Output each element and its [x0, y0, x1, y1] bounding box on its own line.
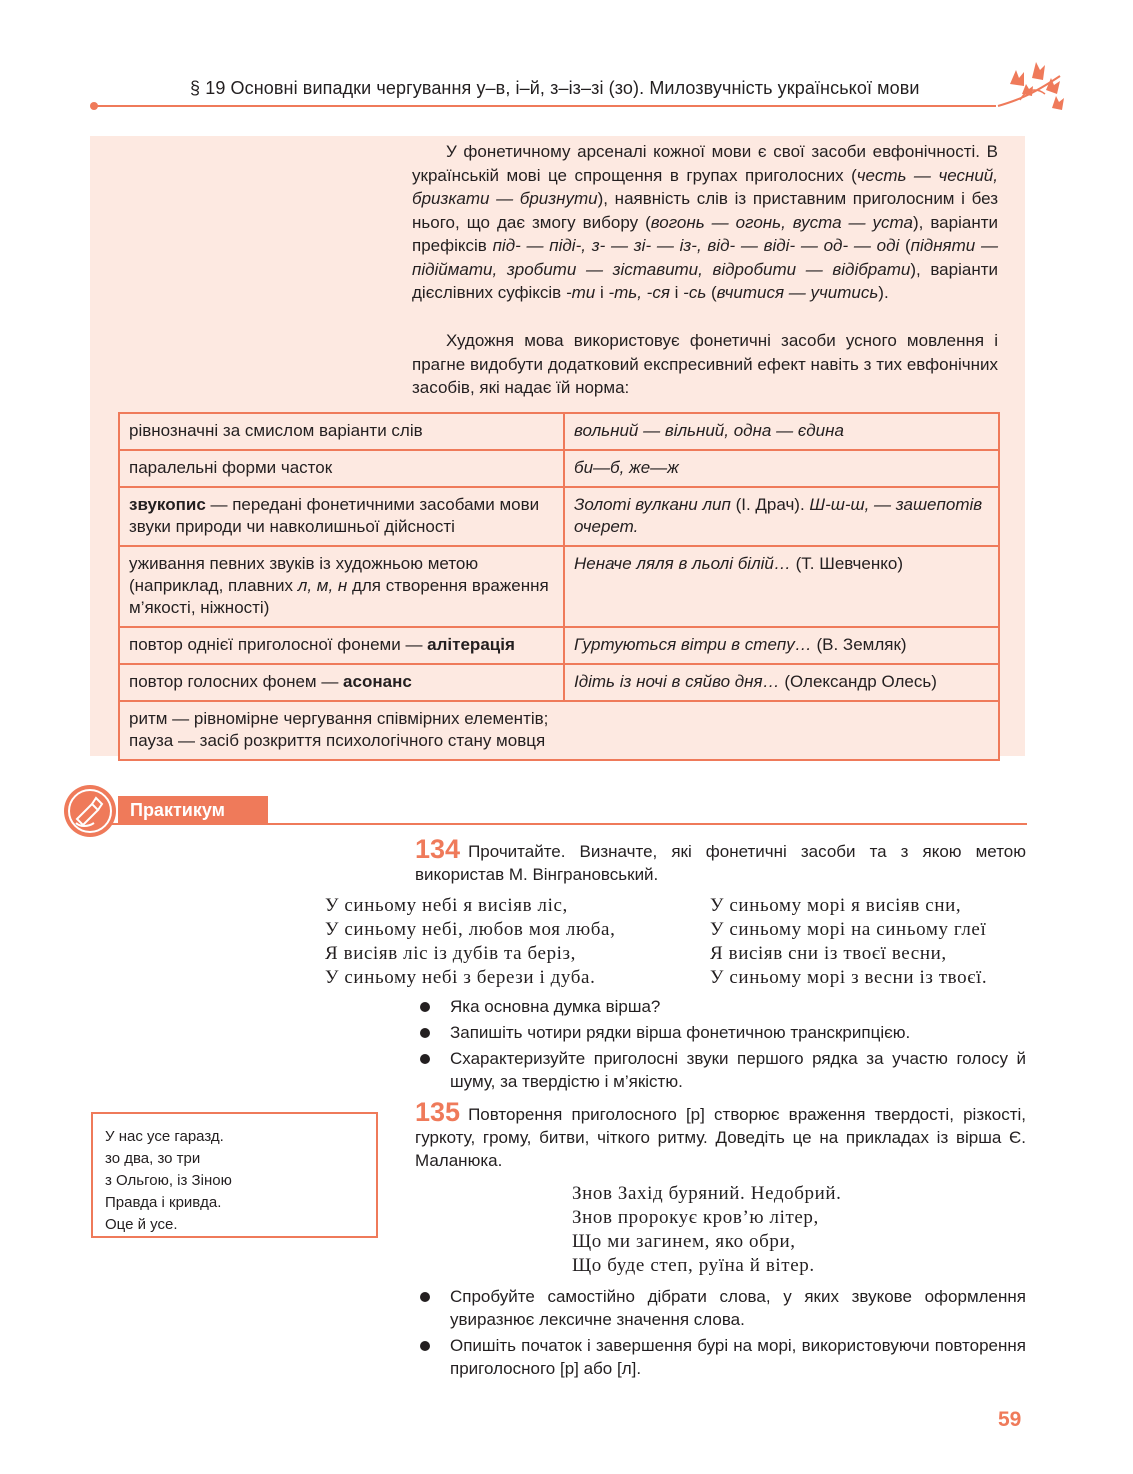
- intro-text-run: -ти: [565, 283, 596, 302]
- side-note-line: з Ольгою, із Зіною: [105, 1172, 232, 1189]
- cell-text: Неначе ляля в льолі білій…: [574, 554, 791, 573]
- cell-text: Золоті вулкани лип: [574, 495, 731, 514]
- running-header: § 19 Основні випадки чергування у–в, і–й, з–із–зі (зо). Милозвучність української мови: [190, 78, 920, 98]
- intro-text-run: (: [899, 236, 911, 255]
- intro-text-run: -ть, -ся: [608, 283, 670, 302]
- flowers-icon: [990, 56, 1070, 116]
- table-cell-example: [564, 664, 999, 701]
- intro-text-run: підняти — підіймати, зробити — зіставити, відробити — відібрати: [412, 236, 999, 279]
- poem-line: У синьому морі на синьому глеї: [710, 919, 987, 940]
- cell-text: повтор голосних фонем —: [129, 672, 344, 691]
- cell-text: асонанс: [343, 672, 412, 691]
- exercise-135: [415, 1097, 1026, 1172]
- poem-line: Що ми загинем, яко обри,: [572, 1231, 796, 1252]
- side-note-line: Оце й усе.: [105, 1216, 178, 1233]
- cell-text: Гуртуються вітри в степу…: [574, 635, 812, 654]
- cell-text: алітерація: [427, 635, 515, 654]
- poem-stanza-right: [710, 894, 987, 990]
- euphony-table: [118, 412, 1000, 761]
- cell-text: повтор однієї приголосної фонеми —: [129, 635, 428, 654]
- cell-text: (В. Земляк): [811, 635, 907, 654]
- poem-line: У синьому небі я висіяв ліс,: [325, 895, 568, 916]
- bullet-icon: [420, 1341, 430, 1351]
- intro-text-run: вогонь — огонь, вуста — уста: [650, 212, 913, 232]
- cell-text: паралельні форми часток: [129, 458, 333, 477]
- exercise-134: [415, 834, 1026, 886]
- poem-line: Що буде степ, руїна й вітер.: [572, 1255, 815, 1276]
- poem-line: Я висіяв сни із твоєї весни,: [710, 943, 947, 964]
- table-cell-feature: [119, 664, 564, 701]
- side-note-line: У нас усе гаразд.: [105, 1128, 224, 1145]
- exercise-134-questions: [415, 995, 1026, 1096]
- cell-text: л, м, н: [297, 576, 348, 595]
- intro-text-run: (: [706, 283, 717, 302]
- cell-text: би—б, же—ж: [574, 458, 679, 477]
- exercise-task: Прочитайте. Визначте, які фонетичні засоби та з якою метою використав М. Вінграновський.: [415, 842, 1026, 884]
- cell-text: (Олександр Олесь): [779, 672, 937, 691]
- side-note-line: зо два, зо три: [105, 1150, 201, 1167]
- cell-text: для створення враження м’якості, ніжності): [129, 576, 549, 617]
- poem-line: У синьому морі з весни із твоєї.: [710, 967, 988, 988]
- cell-text: (І. Драч).: [730, 495, 810, 514]
- cell-text: — передані фонетичними засобами мови звуки природи чи навколишньої дійсності: [129, 495, 540, 536]
- table-cell-example: [564, 627, 999, 664]
- table-cell-feature: [119, 413, 564, 450]
- table-cell-rhythm-pause: [119, 701, 999, 760]
- table-cell-example: [564, 413, 999, 450]
- cell-text: рівнозначні за смислом варіанти слів: [129, 421, 423, 440]
- table-row: [119, 487, 999, 546]
- list-item: Опишіть початок і завершення бурі на морі, використовуючи повторення приголосного [р] або [л].: [415, 1334, 1026, 1380]
- bullet-icon: [420, 1054, 430, 1064]
- list-item: Яка основна думка вірша?: [415, 995, 1026, 1018]
- hand-writing-icon: [62, 783, 118, 839]
- table-row: [119, 413, 999, 450]
- page-number: 59: [998, 1408, 1022, 1431]
- poem-line: У синьому небі з берези і дуба.: [325, 967, 596, 988]
- intro-text-run: і: [595, 283, 609, 302]
- intro-paragraph-2: Художня мова використовує фонетичні засоби усного мовлення і прагне видобути додатковий експресивний ефект навіть з тих евфонічних засобів, які надає їй норма:: [412, 331, 998, 397]
- exercise-number: 134: [415, 834, 461, 864]
- cell-text: пауза — засіб розкриття психологічного стану мовця: [129, 731, 546, 750]
- intro-text-run: ), варіанти префіксів: [412, 212, 998, 255]
- poem-line: У синьому морі я висіяв сни,: [710, 895, 962, 916]
- intro-text-run: У фонетичному арсеналі кожної мови є свої засоби евфонічності. В українській мові це спрощення в групах приголосних (: [412, 142, 998, 185]
- poem-stanza: [572, 1182, 841, 1278]
- practicum-label: Практикум: [118, 796, 268, 824]
- table-cell-feature: [119, 546, 564, 627]
- cell-text: уживання певних звуків із художньою метою (наприклад, плавних: [129, 554, 479, 595]
- cell-text: звукопис: [129, 495, 206, 514]
- intro-text-run: і: [669, 283, 684, 302]
- intro-text-run: ), варіанти дієслівних суфіксів: [412, 259, 998, 302]
- intro-text-run: ).: [878, 283, 889, 302]
- table-cell-feature: [119, 627, 564, 664]
- intro-text-run: вчитися — учитись: [716, 283, 879, 302]
- table-row: [119, 627, 999, 664]
- bullet-icon: [420, 1028, 430, 1038]
- bullet-icon: [420, 1002, 430, 1012]
- cell-text: Ідіть із ночі в сяйво дня…: [574, 672, 780, 691]
- poem-stanza-left: [325, 894, 615, 990]
- intro-text-run: честь — чесний, бризкати — бризнути: [412, 165, 998, 208]
- table-row: [119, 701, 999, 760]
- table-cell-example: [564, 546, 999, 627]
- table-cell-example: [564, 450, 999, 487]
- table-cell-feature: [119, 450, 564, 487]
- list-item: Схарактеризуйте приголосні звуки першого рядка за участю голосу й шуму, за твердістю і м’якістю.: [415, 1047, 1026, 1093]
- table-row: [119, 546, 999, 627]
- list-item: Спробуйте самостійно дібрати слова, у яких звукове оформлення увиразнює лексичне значення слова.: [415, 1285, 1026, 1331]
- intro-text-run: ), наявність слів із приставним приголосним і без нього, що дає змогу вибору (: [412, 189, 999, 232]
- list-item: Запишіть чотири рядки вірша фонетичною транскрипцією.: [415, 1021, 1026, 1044]
- exercise-number: 135: [415, 1097, 461, 1127]
- poem-line: Знов Захід буряний. Недобрий.: [572, 1183, 842, 1204]
- table-row: [119, 664, 999, 701]
- cell-text: ритм — рівномірне чергування співмірних елементів;: [129, 709, 549, 728]
- poem-line: У синьому небі, любов моя люба,: [325, 919, 616, 940]
- bullet-icon: [420, 1292, 430, 1302]
- side-note-box: [91, 1112, 378, 1238]
- table-cell-feature: [119, 487, 564, 546]
- intro-paragraph-1: [412, 140, 998, 305]
- poem-line: Я висіяв ліс із дубів та беріз,: [325, 943, 576, 964]
- intro-text-run: -сь: [683, 283, 707, 302]
- exercise-task: Повторення приголосного [р] створює враження твердості, різкості, гуркоту, грому, битви, чіткого ритму. Доведіть це на прикладах із вірша Є. Маланюка.: [415, 1105, 1026, 1170]
- cell-text: Ш-ш-ш, — зашепотів очерет.: [574, 495, 983, 536]
- poem-line: Знов пророкує кров’ю літер,: [572, 1207, 819, 1228]
- side-note-line: Правда і кривда.: [105, 1194, 222, 1211]
- cell-text: (Т. Шевченко): [790, 554, 903, 573]
- table-row: [119, 450, 999, 487]
- header-rule: [94, 105, 996, 107]
- table-cell-example: [564, 487, 999, 546]
- cell-text: вольний — вільний, одна — єдина: [574, 421, 844, 440]
- intro-text-run: під- — піді-, з- — зі- — із-, від- — віді- — од- — оді: [492, 236, 900, 255]
- exercise-135-questions: [415, 1285, 1026, 1383]
